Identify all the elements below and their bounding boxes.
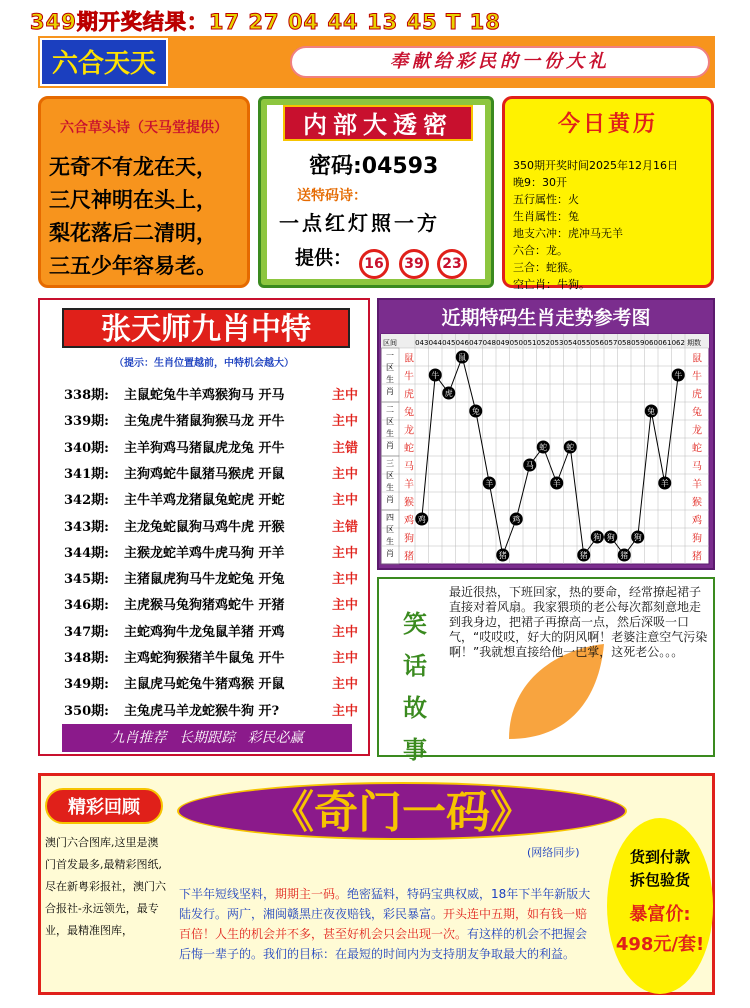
number-ball: 16 <box>359 249 389 279</box>
previous-result: 349期开奖结果：17 27 04 44 13 45 T 18 <box>30 10 501 34</box>
result-badge: 主中 <box>332 598 359 614</box>
y-tick-label: 牛 <box>692 371 702 383</box>
data-label: 狗 <box>606 533 615 542</box>
prediction-row <box>64 489 359 515</box>
y-tick-label: 鼠 <box>692 353 702 365</box>
y-tick-label: 牛 <box>404 371 414 383</box>
data-label: 兔 <box>471 407 480 416</box>
edition-title: 六合天天 <box>40 38 168 86</box>
x-tick-label: 059 <box>631 339 645 347</box>
period: 343期: <box>64 519 109 535</box>
prediction-row <box>64 568 359 594</box>
almanac-line: 三合：蛇猴。 <box>513 261 579 274</box>
result-badge: 主错 <box>332 440 359 456</box>
x-tick-label: 058 <box>617 339 631 347</box>
y-tick-label: 猪 <box>404 551 414 563</box>
result-badge: 主中 <box>332 493 359 509</box>
x-tick-label: 056 <box>590 339 604 347</box>
result-badge: 主中 <box>332 466 359 482</box>
data-label: 牛 <box>431 371 440 380</box>
period: 342期: <box>64 493 109 509</box>
secret-panel <box>258 96 494 288</box>
almanac-line: 六合：龙。 <box>513 244 568 257</box>
joke-text: 最近很热，下班回家，热的要命，经常撩起裙子直接对着风扇。我家猥琐的老公每次都刻意地走到我身边，把裙子再撩高一点，然后深吸一口气，“哎哎哎，好大的阴风啊！老婆注意空气污染啊！”我就想直接给他一巴掌，这死老公。。。 <box>449 585 708 659</box>
zone-label: 四 <box>386 513 394 522</box>
zone-label: 生 <box>386 537 394 546</box>
joke-title: 笑话故事 <box>403 609 427 764</box>
poem-line: 三五少年容易老。 <box>49 254 217 278</box>
x-tick-label: 050 <box>509 339 523 347</box>
result-badge: 主中 <box>332 545 359 561</box>
y-tick-label: 虎 <box>404 389 414 401</box>
zone-label: 三 <box>386 459 394 468</box>
period: 341期: <box>64 466 109 482</box>
almanac-line: 生肖属性：兔 <box>513 210 579 223</box>
gift-slogan: 奉献给彩民的一份大礼 <box>290 46 710 78</box>
x-tick-label: 051 <box>523 339 537 347</box>
x-tick-label: 053 <box>550 339 564 347</box>
result-badge: 主中 <box>332 651 359 666</box>
period: 350期: <box>64 703 109 719</box>
data-label: 鼠 <box>458 353 467 362</box>
result-badge: 主中 <box>332 388 359 403</box>
data-label: 猪 <box>620 551 629 560</box>
poem-line: 梨花落后二清明， <box>49 221 217 245</box>
qimen-text-part: 有这样的机会不把握会后悔一辈子的。我们的目标：在最短的时间内为支持朋友争取最大的利益。 <box>179 927 588 961</box>
chart-tail-header: 期数 <box>687 339 701 347</box>
result-badge: 主错 <box>332 519 359 535</box>
qimen-text <box>179 884 599 964</box>
almanac-line: 350期开奖时间2025年12月16日 <box>513 159 678 172</box>
special-poem: 一点红灯照一方 <box>279 211 440 235</box>
nine-zodiac-title: 张天师九肖中特 <box>62 308 350 348</box>
x-tick-label: 043 <box>415 339 429 347</box>
data-label: 鸡 <box>512 515 521 524</box>
zone-label: 肖 <box>386 549 394 558</box>
y-tick-label: 猪 <box>692 551 702 563</box>
period: 344期: <box>64 545 109 561</box>
prediction-text: 主羊狗鸡马猪鼠虎龙兔 开牛 <box>124 440 285 456</box>
cod-line: 货到付款 <box>629 848 690 866</box>
y-tick-label: 猴 <box>404 497 414 509</box>
y-tick-label: 羊 <box>692 479 702 491</box>
nine-zodiac-tip: （提示：生肖位置越前，中特机会越大） <box>114 358 294 369</box>
result-badge: 主中 <box>332 703 359 719</box>
poem-panel <box>38 96 250 288</box>
prediction-row <box>64 594 359 620</box>
y-tick-label: 龙 <box>692 425 702 437</box>
prediction-text: 主兔虎马羊龙蛇猴牛狗 开? <box>124 703 280 719</box>
poem-title: 六合草头诗（天马堂提供） <box>60 120 228 136</box>
x-tick-label: 054 <box>563 339 577 347</box>
y-tick-label: 兔 <box>692 407 702 419</box>
special-poem-label: 送特码诗： <box>297 188 367 204</box>
provide-label: 提供： <box>295 247 353 269</box>
data-label: 猪 <box>579 551 588 560</box>
data-label: 羊 <box>660 479 669 488</box>
password: 密码:04593 <box>309 154 439 179</box>
prediction-row <box>64 647 359 673</box>
y-tick-label: 蛇 <box>692 443 702 455</box>
y-tick-label: 鸡 <box>404 515 414 527</box>
qimen-text-part: 下半年短线坚料， <box>179 887 276 901</box>
prediction-row <box>64 673 359 699</box>
y-tick-label: 虎 <box>692 389 702 401</box>
qimen-text-part: 期期主一码。 <box>275 887 348 901</box>
review-text: 澳门六合图库,这里是澳门首发最多,最精彩图纸,尽在新粤彩报社，澳门六合报社-永远领先，最专业，最精准图库， <box>45 836 166 937</box>
data-label: 蛇 <box>566 443 575 452</box>
data-label: 虎 <box>444 389 453 398</box>
trend-svg <box>379 330 713 568</box>
period: 346期: <box>64 598 109 614</box>
almanac-panel <box>502 96 714 291</box>
zone-label: 肖 <box>386 441 394 450</box>
cash-on-delivery-badge <box>607 818 713 994</box>
data-label: 鸡 <box>417 515 426 524</box>
poem-line: 无奇不有龙在天， <box>49 155 217 179</box>
prediction-text: 主鸡蛇狗猴猪羊牛鼠兔 开牛 <box>124 651 285 666</box>
x-tick-label: 062 <box>671 339 685 347</box>
period: 339期: <box>64 414 109 430</box>
period: 338期: <box>64 388 109 403</box>
qimen-panel <box>38 773 715 995</box>
data-label: 羊 <box>552 479 561 488</box>
cod-line: 拆包验货 <box>629 871 690 889</box>
y-tick-label: 龙 <box>404 425 414 437</box>
data-label: 牛 <box>674 371 683 380</box>
y-tick-label: 鼠 <box>404 353 414 365</box>
y-tick-label: 马 <box>404 461 414 473</box>
zone-label: 生 <box>386 483 394 492</box>
period: 345期: <box>64 572 109 588</box>
almanac-line: 晚9：30开 <box>513 176 567 189</box>
prediction-row <box>64 621 359 647</box>
period: 348期: <box>64 651 109 666</box>
prediction-text: 主猴龙蛇羊鸡牛虎马狗 开羊 <box>124 545 285 561</box>
result-badge: 主中 <box>332 572 359 588</box>
y-tick-label: 羊 <box>404 479 414 491</box>
x-tick-label: 055 <box>577 339 591 347</box>
almanac-title: 今日黄历 <box>557 111 658 137</box>
data-label: 蛇 <box>539 443 548 452</box>
prediction-text: 主猪鼠虎狗马牛龙蛇兔 开兔 <box>124 572 285 588</box>
zone-label: 区 <box>386 471 394 480</box>
period: 340期: <box>64 440 109 456</box>
zone-label: 生 <box>386 429 394 438</box>
y-tick-label: 兔 <box>404 407 414 419</box>
chart-title: 近期特码生肖走势参考图 <box>441 307 651 329</box>
result-badge: 主中 <box>332 414 359 430</box>
x-tick-label: 049 <box>496 339 510 347</box>
zone-label: 肖 <box>386 495 394 504</box>
zodiac-trend-chart <box>377 298 715 570</box>
almanac-line: 地支六冲：虎冲马无羊 <box>513 227 623 240</box>
prediction-row <box>64 700 359 726</box>
x-tick-label: 044 <box>428 339 442 347</box>
almanac-line: 空亡肖：牛狗。 <box>513 278 590 291</box>
prediction-row <box>64 516 359 542</box>
x-tick-label: 046 <box>455 339 469 347</box>
prediction-text: 主鼠蛇兔牛羊鸡猴狗马 开马 <box>124 388 285 403</box>
qimen-title: 《奇门一码》 <box>177 782 627 840</box>
x-tick-label: 061 <box>658 339 672 347</box>
poem-line: 三尺神明在头上， <box>49 188 217 212</box>
result-badge: 主中 <box>332 677 359 693</box>
zone-label: 二 <box>386 405 394 414</box>
x-tick-label: 047 <box>469 339 483 347</box>
x-tick-label: 048 <box>482 339 496 347</box>
zone-label: 区 <box>386 363 394 372</box>
prediction-row <box>64 410 359 436</box>
prediction-row <box>64 463 359 489</box>
x-tick-label: 045 <box>442 339 456 347</box>
prediction-text: 主牛羊鸡龙猪鼠兔蛇虎 开蛇 <box>124 493 285 509</box>
prediction-text: 主虎猴马兔狗猪鸡蛇牛 开猪 <box>124 598 285 614</box>
x-tick-label: 052 <box>536 339 550 347</box>
zone-label: 生 <box>386 375 394 384</box>
number-ball: 39 <box>399 249 429 279</box>
x-tick-label: 057 <box>604 339 618 347</box>
prediction-text: 主狗鸡蛇牛鼠猪马猴虎 开鼠 <box>124 466 285 482</box>
y-tick-label: 狗 <box>404 533 414 545</box>
nine-zodiac-panel <box>38 298 370 756</box>
prediction-text: 主鼠虎马蛇兔牛猪鸡猴 开鼠 <box>124 677 285 693</box>
y-tick-label: 鸡 <box>692 515 702 527</box>
price-value: 498元/套! <box>615 934 705 955</box>
number-ball: 23 <box>437 249 467 279</box>
price-label: 暴富价: <box>629 904 691 925</box>
prediction-row <box>64 542 359 568</box>
almanac-line: 五行属性：火 <box>513 193 579 206</box>
prediction-text: 主龙兔蛇鼠狗马鸡牛虎 开猴 <box>124 519 285 535</box>
qimen-text-part: 开头连中五期，如有钱一赔百倍！人生的机会并不多，甚至好机会只会出现一次。 <box>179 907 588 941</box>
joke-panel <box>377 577 715 764</box>
y-tick-label: 狗 <box>692 533 702 545</box>
zone-label: 区 <box>386 417 394 426</box>
x-tick-label: 060 <box>644 339 658 347</box>
period: 347期: <box>64 624 109 640</box>
data-label: 狗 <box>633 533 642 542</box>
data-label: 马 <box>525 461 534 470</box>
data-label: 猪 <box>498 551 507 560</box>
prediction-row <box>64 384 359 410</box>
data-label: 羊 <box>485 479 494 488</box>
zone-label: 一 <box>386 351 394 360</box>
review-title: 精彩回顾 <box>45 788 163 824</box>
result-badge: 主中 <box>332 624 359 640</box>
network-sync: (网络同步) <box>527 846 580 859</box>
nine-zodiac-footer: 九肖推荐 长期跟踪 彩民必赢 <box>62 724 352 752</box>
y-tick-label: 蛇 <box>404 443 414 455</box>
prediction-row <box>64 437 359 463</box>
zone-label: 区 <box>386 525 394 534</box>
data-label: 狗 <box>593 533 602 542</box>
data-label: 兔 <box>647 407 656 416</box>
y-tick-label: 猴 <box>692 497 702 509</box>
zone-label: 肖 <box>386 387 394 396</box>
period: 349期: <box>64 677 109 693</box>
prediction-text: 主兔虎牛猪鼠狗猴马龙 开牛 <box>124 414 285 430</box>
secret-title: 内部大透密 <box>283 105 473 141</box>
y-tick-label: 马 <box>692 461 702 473</box>
prediction-text: 主蛇鸡狗牛龙兔鼠羊猪 开鸡 <box>124 624 285 640</box>
chart-period-header: 区间 <box>383 339 397 347</box>
qimen-text-part: 绝密猛料，特码宝典权威，18年下半年新版大陆发行。两广，湘闽赣黑庄夜夜赔钱，彩民暴富。 <box>179 887 591 921</box>
